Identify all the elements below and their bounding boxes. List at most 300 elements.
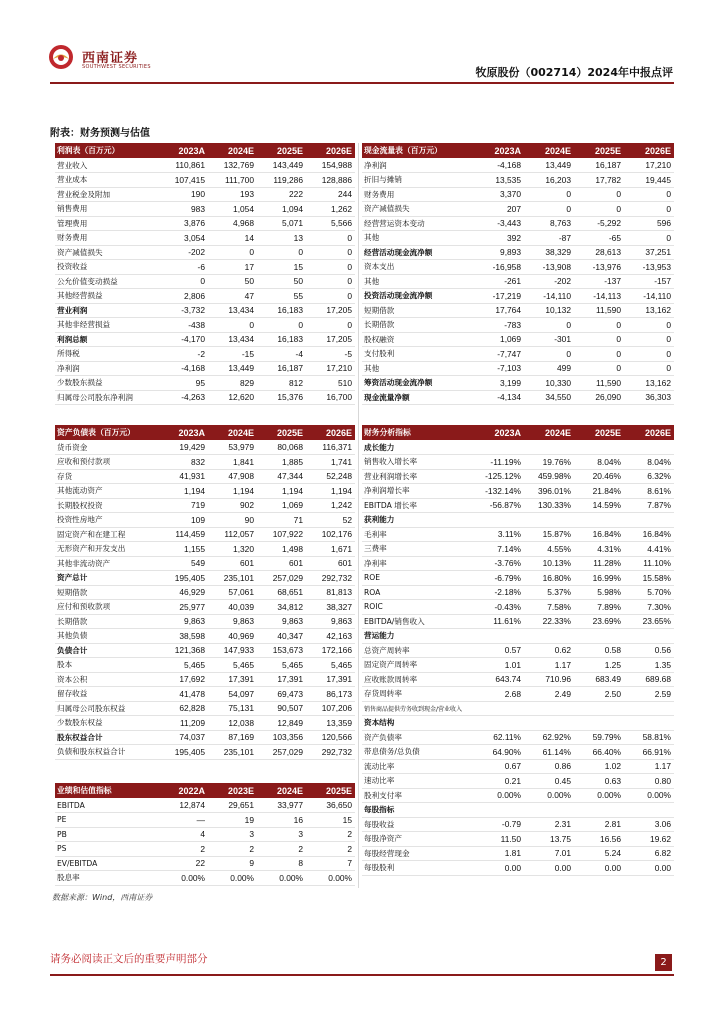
cell-value: 0 [624,347,674,362]
cell-value: -15 [208,347,257,362]
cell-value: 16.84% [574,527,624,542]
table-title: 现金流量表（百万元） [362,143,474,158]
cell-value: 13,359 [306,716,355,731]
cell-value: 1,194 [306,484,355,499]
row-label: 资产减值损失 [55,245,159,260]
cell-value: 54,097 [208,687,257,702]
cell-value: 396.01% [524,484,574,499]
cell-value: 2.59 [624,687,674,702]
cell-value: 0.00% [208,871,257,886]
cell-value: 59.79% [574,730,624,745]
cell-value: 66.91% [624,745,674,760]
row-label: 公允价值变动损益 [55,274,159,289]
table-title: 财务分析指标 [362,425,474,440]
table-row [55,629,355,644]
cell-value: 0.86 [524,759,574,774]
cell-value: 40,347 [257,629,306,644]
cell-value: 0 [624,187,674,202]
cell-value: 4.31% [574,542,624,557]
cell-value: 5.24 [574,846,624,861]
cell-value: 17 [208,260,257,275]
row-label: 经营营运资本变动 [362,216,474,231]
cell-value: 17,391 [257,672,306,687]
column-header: 2024E [524,143,574,158]
column-header: 2023A [474,143,524,158]
column-header: 2026E [306,425,355,440]
cell-value [474,716,524,731]
cell-value: 16,183 [257,332,306,347]
cell-value: 1,194 [159,484,208,499]
row-label: 经营活动现金流净额 [362,245,474,260]
table-row [55,187,355,202]
cell-value: 0 [524,347,574,362]
row-label: 留存收益 [55,687,159,702]
cell-value: 5.37% [524,585,574,600]
row-label: 其他 [362,361,474,376]
row-label: 归属母公司股东净利润 [55,390,159,405]
cell-value: 50 [257,274,306,289]
column-header: 2023A [159,425,208,440]
table-row [362,542,674,557]
cell-value: 244 [306,187,355,202]
cell-value: 8 [257,856,306,871]
table-row [362,716,674,731]
cell-value: 0 [159,274,208,289]
cell-value: 0 [574,318,624,333]
cell-value: 16,187 [574,158,624,173]
cell-value: 235,101 [208,571,257,586]
cell-value: 292,732 [306,745,355,760]
table-row [362,643,674,658]
cell-value: 0.00% [624,788,674,803]
cell-value: 0 [306,274,355,289]
row-label: 其他经营损益 [55,289,159,304]
cell-value: 12,849 [257,716,306,731]
cell-value: 0 [306,289,355,304]
cell-value: 0.63 [574,774,624,789]
cell-value: 0 [574,347,624,362]
cell-value: -261 [474,274,524,289]
cell-value: 11,209 [159,716,208,731]
row-label: 其他负债 [55,629,159,644]
cell-value: 69,473 [257,687,306,702]
cell-value: 1,054 [208,202,257,217]
cell-value: 1,841 [208,455,257,470]
cell-value [574,701,624,716]
cell-value: 7.01 [524,846,574,861]
cell-value: 459.98% [524,469,574,484]
table-row [55,376,355,391]
cell-value: 55 [257,289,306,304]
cell-value: -0.79 [474,817,524,832]
row-label: PB [55,827,159,842]
row-label: 净利润 [55,361,159,376]
cell-value: 0.00% [574,788,624,803]
row-label: 应付和预收款项 [55,600,159,615]
table-row [55,716,355,731]
cell-value: 21.84% [574,484,624,499]
cell-value: 68,651 [257,585,306,600]
cell-value: 0 [257,318,306,333]
column-header: 2023A [474,425,524,440]
table-row [362,832,674,847]
row-label: 营业税金及附加 [55,187,159,202]
table-row [55,701,355,716]
cell-value [474,440,524,455]
disclaimer: 请务必阅读正文后的重要声明部分 [50,953,208,965]
cell-value: 33,977 [257,798,306,813]
footer-divider [50,974,674,976]
cell-value [524,513,574,528]
cell-value: 812 [257,376,306,391]
report-title: 牧原股份（002714）2024年中报点评 [475,66,673,79]
cell-value: 549 [159,556,208,571]
cell-value: 29,651 [208,798,257,813]
cell-value: 11.28% [574,556,624,571]
cell-value: 102,176 [306,527,355,542]
cell-value: 62.11% [474,730,524,745]
row-label: 营运能力 [362,629,474,644]
row-label: 投资活动现金流净额 [362,289,474,304]
cell-value: 15.58% [624,571,674,586]
row-label: 股息率 [55,871,159,886]
cell-value: 61.14% [524,745,574,760]
row-label: 营业收入 [55,158,159,173]
cell-value: 0 [624,231,674,246]
table-row [362,759,674,774]
table-row [362,158,674,173]
cell-value: 3,054 [159,231,208,246]
cell-value: 132,769 [208,158,257,173]
table-row [55,303,355,318]
cell-value [624,440,674,455]
cell-value: 0 [574,361,624,376]
cell-value: 7 [306,856,355,871]
cell-value: 10,330 [524,376,574,391]
row-label: 归属母公司股东权益 [55,701,159,716]
cell-value [624,716,674,731]
cell-value [624,701,674,716]
cell-value [474,803,524,818]
cell-value: 16 [257,813,306,828]
cell-value: 107,922 [257,527,306,542]
row-label: 股利支付率 [362,788,474,803]
cell-value: 19 [208,813,257,828]
cell-value: 41,478 [159,687,208,702]
cell-value: 601 [257,556,306,571]
cell-value: 109 [159,513,208,528]
row-label: 长期借款 [362,318,474,333]
cell-value: 107,206 [306,701,355,716]
cell-value: 2 [306,842,355,857]
cell-value: 1.25 [574,658,624,673]
cell-value: 1.17 [624,759,674,774]
cell-value: 5,465 [257,658,306,673]
cell-value: -0.43% [474,600,524,615]
table-header-row [55,425,355,440]
cell-value: -16,958 [474,260,524,275]
table-row [55,173,355,188]
cell-value: 6.32% [624,469,674,484]
cell-value: 75,131 [208,701,257,716]
cell-value: 3 [208,827,257,842]
row-label: 每股收益 [362,817,474,832]
cell-value: 12,874 [159,798,208,813]
table-row [55,658,355,673]
row-label: 每股股利 [362,861,474,876]
cell-value: 0 [306,245,355,260]
cell-value: 1.81 [474,846,524,861]
cell-value: -157 [624,274,674,289]
cell-value: 9,863 [257,614,306,629]
row-label: 其他非经营损益 [55,318,159,333]
row-label: 成长能力 [362,440,474,455]
cell-value: -3,443 [474,216,524,231]
cell-value: -3.76% [474,556,524,571]
cell-value: 0.00% [159,871,208,886]
table-row [55,274,355,289]
table-row [362,571,674,586]
cell-value: 9,863 [159,614,208,629]
cell-value: 2,806 [159,289,208,304]
cell-value: 17,692 [159,672,208,687]
table-row [55,643,355,658]
row-label: ROIC [362,600,474,615]
cell-value: 74,037 [159,730,208,745]
cell-value: 1,069 [474,332,524,347]
cell-value: -7,747 [474,347,524,362]
table-title: 利润表（百万元） [55,143,159,158]
table-row [55,469,355,484]
row-label: 支付股利 [362,347,474,362]
cell-value [624,803,674,818]
table-row [55,245,355,260]
cell-value: 0.00% [524,788,574,803]
table-header-row [362,425,674,440]
cell-value: 829 [208,376,257,391]
cell-value: 190 [159,187,208,202]
cell-value: 11,590 [574,303,624,318]
row-label: 每股指标 [362,803,474,818]
cell-value: -11.19% [474,455,524,470]
cell-value: 13,434 [208,303,257,318]
balance-sheet-table [55,425,355,760]
table-row [55,289,355,304]
cell-value: 40,969 [208,629,257,644]
cell-value: 8.04% [574,455,624,470]
row-label: PE [55,813,159,828]
cell-value: 17,210 [306,361,355,376]
cell-value: 95 [159,376,208,391]
cell-value: -7,103 [474,361,524,376]
cell-value: -14,113 [574,289,624,304]
cell-value: 46,929 [159,585,208,600]
cell-value: 5,465 [159,658,208,673]
cell-value: 643.74 [474,672,524,687]
cell-value: 1,885 [257,455,306,470]
row-label: ROE [362,571,474,586]
cell-value: 2.49 [524,687,574,702]
cell-value: 16.84% [624,527,674,542]
cell-value: 50 [208,274,257,289]
cell-value: 983 [159,202,208,217]
table-row [362,687,674,702]
table-title: 资产负债表（百万元） [55,425,159,440]
row-label: 现金流量净额 [362,390,474,405]
cell-value: 111,700 [208,173,257,188]
row-label: 其他非流动资产 [55,556,159,571]
cell-value: -4 [257,347,306,362]
row-label: 带息债务/总负债 [362,745,474,760]
cell-value: 7.30% [624,600,674,615]
cell-value: 19.62 [624,832,674,847]
cell-value: 0.00% [306,871,355,886]
cell-value: 193 [208,187,257,202]
cell-value: 47,344 [257,469,306,484]
cell-value [474,701,524,716]
row-label: 获利能力 [362,513,474,528]
valuation-table [55,783,355,886]
row-label: 短期借款 [55,585,159,600]
row-label: 存货 [55,469,159,484]
data-source: 数据来源：Wind，西南证券 [52,893,153,902]
cell-value: 47,908 [208,469,257,484]
row-label: 存货周转率 [362,687,474,702]
cell-value: 683.49 [574,672,624,687]
cell-value: 110,861 [159,158,208,173]
cell-value: 0 [208,318,257,333]
page-number: 2 [655,954,672,971]
cell-value: 62.92% [524,730,574,745]
table-row [55,390,355,405]
row-label: 毛利率 [362,527,474,542]
cell-value: 130.33% [524,498,574,513]
row-label: 固定资产周转率 [362,658,474,673]
cell-value: -2 [159,347,208,362]
cell-value: -4,168 [474,158,524,173]
cell-value: 1.17 [524,658,574,673]
cell-value: 12,620 [208,390,257,405]
row-label: EBITDA 增长率 [362,498,474,513]
cell-value: 2 [257,842,306,857]
cell-value: 0.56 [624,643,674,658]
cell-value: 0 [524,202,574,217]
cell-value: -13,953 [624,260,674,275]
row-label: 三费率 [362,542,474,557]
table-row [362,803,674,818]
cell-value: 107,415 [159,173,208,188]
row-label: 速动比率 [362,774,474,789]
cell-value: 4.55% [524,542,574,557]
cell-value [574,629,624,644]
table-row [55,542,355,557]
cell-value: 2.31 [524,817,574,832]
row-label: 财务费用 [362,187,474,202]
cell-value: 87,169 [208,730,257,745]
cell-value: 0.00 [524,861,574,876]
cell-value: 40,039 [208,600,257,615]
cell-value: 153,673 [257,643,306,658]
cell-value: 0.62 [524,643,574,658]
cell-value: 392 [474,231,524,246]
table-row [55,687,355,702]
cell-value: -137 [574,274,624,289]
cell-value: -438 [159,318,208,333]
table-row [55,216,355,231]
column-header: 2024E [257,783,306,798]
cell-value: 3,876 [159,216,208,231]
cell-value: 8.61% [624,484,674,499]
table-row [55,361,355,376]
table-row [55,856,355,871]
row-label: 应收账款周转率 [362,672,474,687]
cell-value: 80,068 [257,440,306,455]
cash-flow-table [362,143,674,405]
table-row [55,202,355,217]
column-header: 2023A [159,143,208,158]
row-label: 应收和预付款项 [55,455,159,470]
cell-value: -4,263 [159,390,208,405]
cell-value: 19,429 [159,440,208,455]
cell-value: 1,671 [306,542,355,557]
cell-value: -87 [524,231,574,246]
row-label: 少数股东损益 [55,376,159,391]
cell-value: 601 [208,556,257,571]
table-header-row [362,143,674,158]
table-row [362,376,674,391]
table-row [55,842,355,857]
cell-value [524,716,574,731]
cell-value: 4,968 [208,216,257,231]
cell-value: 58.81% [624,730,674,745]
cell-value: 154,988 [306,158,355,173]
cell-value: -14,110 [624,289,674,304]
cell-value: 121,368 [159,643,208,658]
table-row [55,498,355,513]
column-header: 2024E [208,143,257,158]
table-header-row [55,783,355,798]
cell-value: 64.90% [474,745,524,760]
cell-value: 147,933 [208,643,257,658]
table-row [55,672,355,687]
table-row [55,798,355,813]
cell-value: 2.81 [574,817,624,832]
cell-value [574,803,624,818]
cell-value: 52 [306,513,355,528]
cell-value: 0 [306,260,355,275]
cell-value: 13,449 [208,361,257,376]
cell-value: 38,327 [306,600,355,615]
cell-value: 499 [524,361,574,376]
row-label: 营业利润增长率 [362,469,474,484]
table-row [362,390,674,405]
financial-ratios-table [362,425,674,876]
table-row [55,745,355,760]
cell-value: 596 [624,216,674,231]
row-label: 利润总额 [55,332,159,347]
cell-value: -4,134 [474,390,524,405]
row-label: 其他 [362,231,474,246]
cell-value: 23.65% [624,614,674,629]
cell-value: 0 [624,318,674,333]
cell-value: 0 [306,318,355,333]
row-label: 销售费用 [55,202,159,217]
cell-value: 3,199 [474,376,524,391]
cell-value: 0 [574,202,624,217]
table-row [362,332,674,347]
cell-value: 13 [257,231,306,246]
table-row [55,614,355,629]
